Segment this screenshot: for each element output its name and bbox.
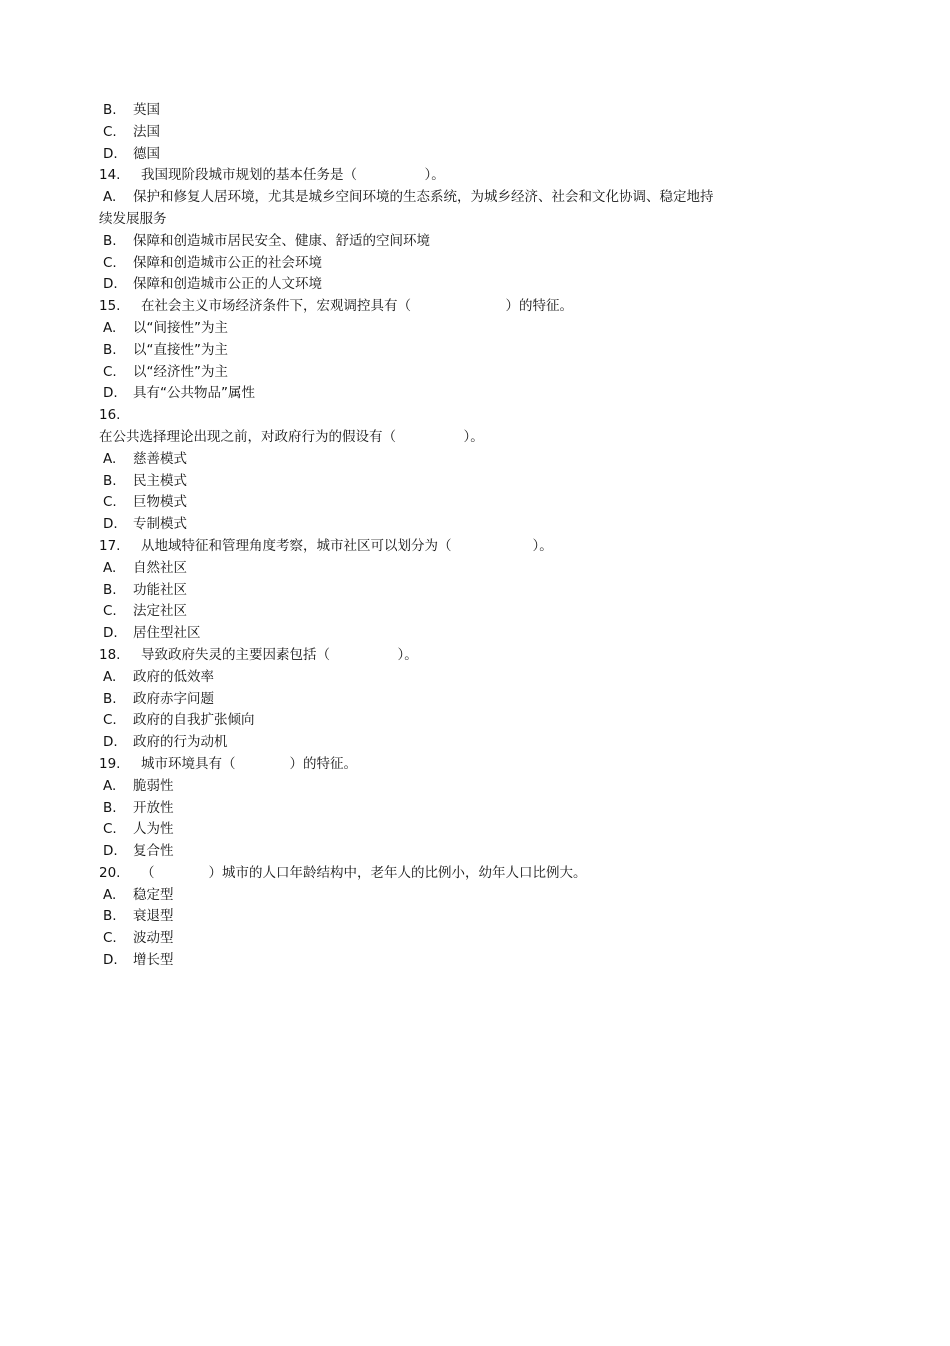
option-text: 开放性 [133,799,174,816]
answer-option [99,253,789,275]
answer-option [99,383,789,405]
option-letter: C. [103,821,117,838]
answer-option [99,231,789,253]
option-text: 保护和修复人居环境，尤其是城乡空间环境的生态系统，为城乡经济、社会和文化协调、稳定地持 [133,189,714,206]
answer-option [99,558,789,580]
option-text: 具有“公共物品”属性 [133,385,255,402]
answer-option [99,318,789,340]
option-letter: B. [103,908,117,925]
answer-option [99,798,789,820]
question-text: 我国现阶段城市规划的基本任务是（ ）。 [141,167,445,184]
answer-option [99,187,789,209]
answer-option [99,906,789,928]
answer-option [99,514,789,536]
option-text: 民主模式 [133,472,187,489]
answer-option [99,492,789,514]
option-letter: D. [103,625,118,642]
answer-option [99,710,789,732]
question-list [99,100,789,972]
text-line: 在公共选择理论出现之前，对政府行为的假设有（ ）。 [99,428,484,445]
answer-option [99,144,789,166]
option-letter: D. [103,145,118,162]
question-number: 20. [99,864,121,881]
question-text: 城市环境具有（ ）的特征。 [141,755,357,772]
option-letter: B. [103,581,117,598]
answer-option [99,667,789,689]
option-text: 以“直接性”为主 [133,341,228,358]
option-letter: A. [103,189,117,206]
question-stem [99,536,789,558]
option-text: 巨物模式 [133,494,187,511]
option-text: 政府的行为动机 [133,734,228,751]
answer-option [99,819,789,841]
option-text: 法定社区 [133,603,187,620]
answer-option [99,601,789,623]
option-text: 人为性 [133,821,174,838]
answer-option [99,100,789,122]
option-letter: C. [103,712,117,729]
option-letter: D. [103,843,118,860]
option-letter: C. [103,930,117,947]
option-text: 保障和创造城市公正的社会环境 [133,254,322,271]
answer-option [99,362,789,384]
option-letter: A. [103,450,117,467]
option-text: 政府的低效率 [133,668,214,685]
option-text: 英国 [133,102,160,118]
option-text: 以“经济性”为主 [133,363,228,380]
option-letter: C. [103,123,117,140]
option-text: 自然社区 [133,559,187,576]
option-letter: C. [103,363,117,380]
option-text: 法国 [133,123,160,140]
question-stem [99,645,789,667]
option-text: 慈善模式 [133,450,187,467]
answer-option [99,885,789,907]
option-text: 脆弱性 [133,777,174,794]
answer-option [99,471,789,493]
answer-option [99,274,789,296]
option-letter: A. [103,668,117,685]
option-text: 专制模式 [133,516,187,533]
option-letter: D. [103,734,118,751]
answer-option [99,340,789,362]
answer-option [99,732,789,754]
option-letter: B. [103,341,117,358]
option-letter: D. [103,516,118,533]
question-stem [99,296,789,318]
option-letter: B. [103,690,117,707]
question-text: 从地域特征和管理角度考察，城市社区可以划分为（ ）。 [141,537,553,554]
option-letter: B. [103,799,117,816]
question-text: 导致政府失灵的主要因素包括（ ）。 [141,646,418,663]
text-line: 16. [99,407,121,424]
option-letter: B. [103,232,117,249]
option-letter: D. [103,385,118,402]
question-number: 19. [99,755,121,772]
option-letter: C. [103,254,117,271]
option-letter: A. [103,559,117,576]
question-text: 在社会主义市场经济条件下，宏观调控具有（ ）的特征。 [141,298,573,315]
answer-option [99,950,789,972]
option-letter: D. [103,276,118,293]
option-letter: C. [103,603,117,620]
option-letter: C. [103,494,117,511]
option-letter: A. [103,886,117,903]
answer-option [99,776,789,798]
question-stem [99,863,789,885]
question-stem [99,165,789,187]
option-text: 以“间接性”为主 [133,319,228,336]
question-number: 14. [99,167,121,184]
option-text: 复合性 [133,843,174,860]
option-text: 衰退型 [133,908,174,925]
question-number: 18. [99,646,121,663]
option-text: 增长型 [133,952,174,969]
option-text: 稳定型 [133,886,174,903]
option-text: 政府赤字问题 [133,690,214,707]
option-text-continuation: 续发展服务 [99,210,167,227]
option-letter: A. [103,319,117,336]
option-text: 政府的自我扩张倾向 [133,712,255,729]
option-letter: A. [103,777,117,794]
option-letter: D. [103,952,118,969]
option-text: 保障和创造城市公正的人文环境 [133,276,322,293]
answer-option [99,580,789,602]
option-text: 保障和创造城市居民安全、健康、舒适的空间环境 [133,232,430,249]
answer-option [99,841,789,863]
answer-option [99,928,789,950]
question-number: 17. [99,537,121,554]
question-text: （ ）城市的人口年龄结构中，老年人的比例小，幼年人口比例大。 [141,864,587,881]
option-letter: B. [103,472,117,489]
answer-option [99,449,789,471]
question-number: 15. [99,298,121,315]
option-text: 波动型 [133,930,174,947]
option-letter: B. [103,102,117,118]
option-text: 功能社区 [133,581,187,598]
question-stem [99,754,789,776]
option-text: 德国 [133,145,160,162]
answer-option [99,122,789,144]
option-text: 居住型社区 [133,625,201,642]
answer-option [99,623,789,645]
answer-option [99,689,789,711]
